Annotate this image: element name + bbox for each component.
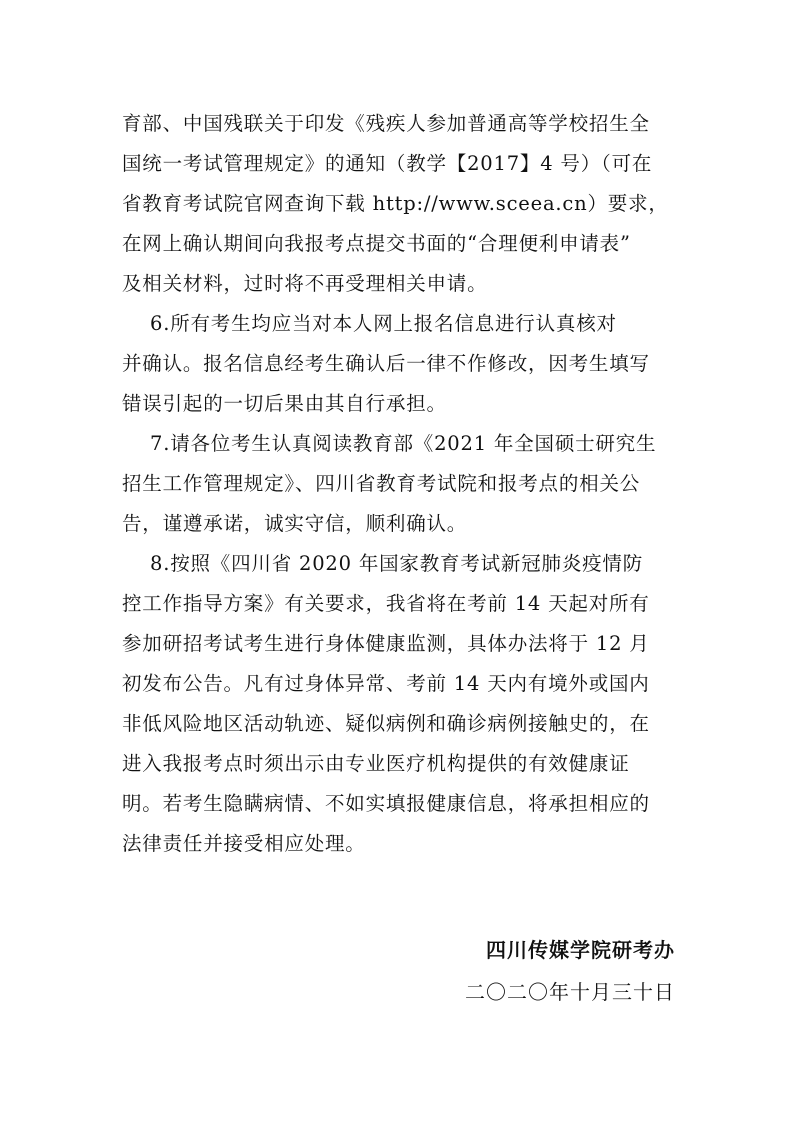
signature-organization: 四川传媒学院研考办 <box>486 938 675 962</box>
text-line: 控工作指导方案》有关要求，我省将在考前 14 天起对所有 <box>122 592 650 615</box>
text-line: 及相关材料，过时将不再受理相关申请。 <box>122 272 488 295</box>
text-line: 育部、中国残联关于印发《残疾人参加普通高等学校招生全 <box>122 112 650 135</box>
text-line: 招生工作管理规定》、四川省教育考试院和报考点的相关公 <box>122 472 641 495</box>
text-line: 8.按照《四川省 2020 年国家教育考试新冠肺炎疫情防 <box>122 552 644 575</box>
text-line: 国统一考试管理规定》的通知（教学【2017】4 号）（可在 <box>122 152 653 175</box>
text-line: 明。若考生隐瞒病情、不如实填报健康信息，将承担相应的 <box>122 792 650 815</box>
text-line: 错误引起的一切后果由其自行承担。 <box>122 392 447 415</box>
text-line: 7.请各位考生认真阅读教育部《2021 年全国硕士研究生 <box>122 432 657 455</box>
text-line: 进入我报考点时须出示由专业医疗机构提供的有效健康证 <box>122 752 630 775</box>
text-line: 并确认。报名信息经考生确认后一律不作修改，因考生填写 <box>122 352 650 375</box>
text-line: 参加研招考试考生进行身体健康监测，具体办法将于 12 月 <box>122 632 650 655</box>
text-line: 6.所有考生均应当对本人网上报名信息进行认真核对 <box>122 312 617 335</box>
text-line: 告，谨遵承诺，诚实守信，顺利确认。 <box>122 512 468 535</box>
document-body <box>122 104 682 864</box>
signature-date: 二〇二〇年十月三十日 <box>465 980 675 1004</box>
text-line: 法律责任并接受相应处理。 <box>122 832 366 855</box>
text-line: 在网上确认期间向我报考点提交书面的“合理便利申请表” <box>122 232 631 255</box>
text-line: 初发布公告。凡有过身体异常、考前 14 天内有境外或国内 <box>122 672 650 695</box>
text-line: 非低风险地区活动轨迹、疑似病例和确诊病例接触史的，在 <box>122 712 650 735</box>
text-line: 省教育考试院官网查询下载 http://www.sceea.cn）要求， <box>122 192 669 215</box>
